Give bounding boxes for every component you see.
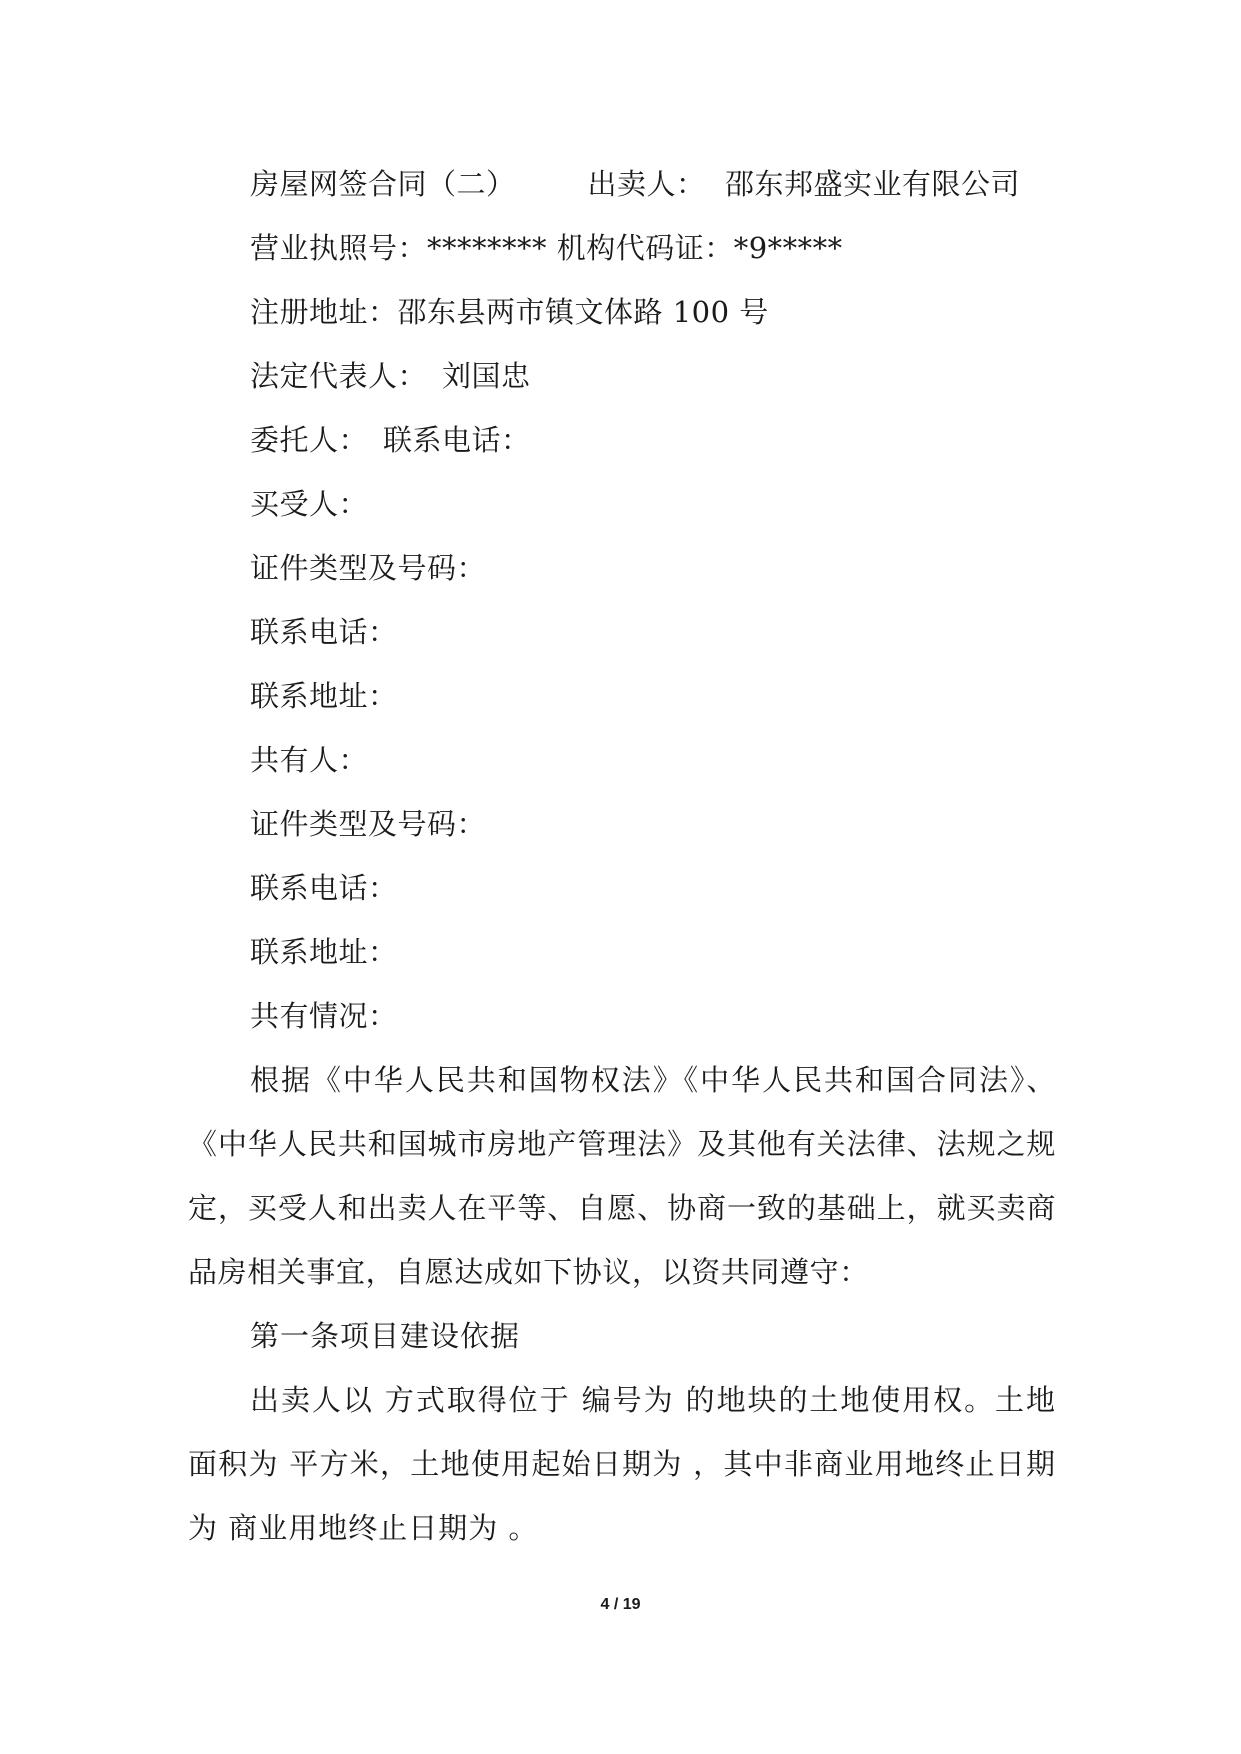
- co-owner-id-line: 证件类型及号码：: [250, 807, 487, 841]
- seller-label: 出卖人：: [587, 167, 706, 201]
- page-number: 4 / 19: [600, 1596, 641, 1613]
- contract-title-line: [188, 152, 1056, 216]
- legal-representative-line: 法定代表人： 刘国忠: [250, 359, 531, 393]
- license-line: 营业执照号：******** 机构代码证：*9*****: [250, 231, 843, 265]
- buyer-line: 买受人：: [250, 487, 369, 521]
- buyer-phone-line: 联系电话：: [250, 615, 398, 649]
- buyer-address-line: 联系地址：: [250, 679, 398, 713]
- registered-address-line: 注册地址：邵东县两市镇文体路 100 号: [250, 295, 769, 329]
- seller-name: 邵东邦盛实业有限公司: [724, 167, 1020, 201]
- buyer-id-line: 证件类型及号码：: [250, 551, 487, 585]
- co-owner-line: 共有人：: [250, 743, 369, 777]
- co-ownership-line: 共有情况：: [250, 999, 398, 1033]
- co-owner-address-line: 联系地址：: [250, 935, 398, 969]
- preamble-paragraph: 根据《中华人民共和国物权法》《中华人民共和国合同法》、《中华人民共和国城市房地产管理法》及其他有关法律、法规之规定，买受人和出卖人在平等、自愿、协商一致的基础上，就买卖商品房相关事宜，自愿达成如下协议，以资共同遵守：: [188, 1063, 1056, 1289]
- co-owner-phone-line: 联系电话：: [250, 871, 398, 905]
- contract-title: 房屋网签合同（二）: [250, 167, 516, 201]
- article-one-heading: 第一条项目建设依据: [250, 1319, 521, 1353]
- agent-contact-line: 委托人： 联系电话：: [250, 423, 531, 457]
- article-one-paragraph: 出卖人以 方式取得位于 编号为 的地块的土地使用权。土地面积为 平方米，土地使用起始日期为 ，其中非商业用地终止日期为 商业用地终止日期为 。: [188, 1383, 1056, 1545]
- document-body: [188, 152, 1056, 1560]
